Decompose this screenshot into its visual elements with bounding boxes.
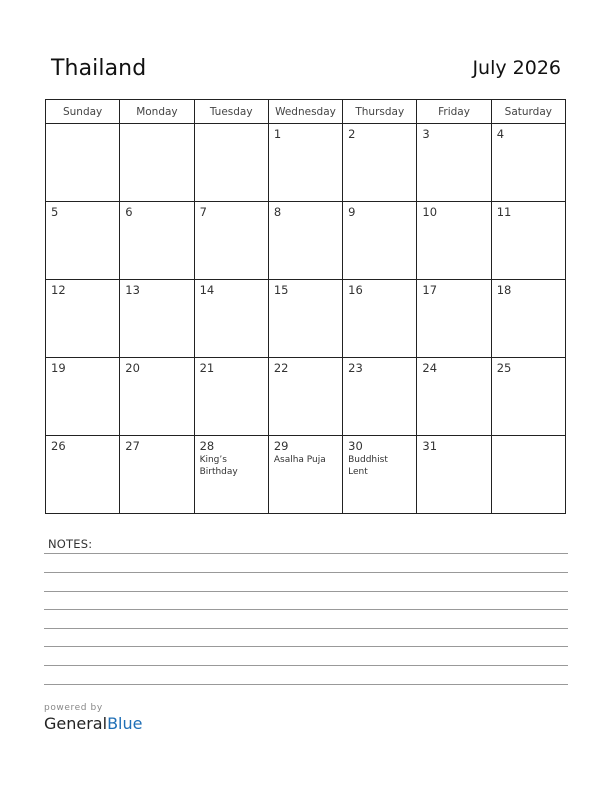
weekday-tuesday: Tuesday — [194, 100, 268, 124]
day-cell — [194, 436, 268, 514]
day-cell — [46, 436, 120, 514]
day-cell — [491, 436, 565, 514]
week-row — [46, 358, 566, 436]
day-cell — [120, 280, 194, 358]
day-cell — [120, 358, 194, 436]
brand-logo — [44, 714, 142, 733]
weekday-header-row — [46, 100, 566, 124]
day-number: 13 — [125, 283, 140, 297]
day-number: 23 — [348, 361, 363, 375]
day-number: 2 — [348, 127, 356, 141]
day-number: 16 — [348, 283, 363, 297]
day-number: 6 — [125, 205, 133, 219]
week-row — [46, 280, 566, 358]
day-number: 19 — [51, 361, 66, 375]
day-cell — [120, 202, 194, 280]
day-cell — [120, 124, 194, 202]
day-cell — [343, 202, 417, 280]
holiday-label: King’s Birthday — [199, 455, 238, 477]
notes-line — [44, 646, 568, 647]
notes-label: NOTES: — [48, 537, 93, 551]
day-number: 30 — [348, 439, 363, 453]
notes-line — [44, 609, 568, 610]
day-cell — [268, 124, 342, 202]
month-year-title: July 2026 — [472, 57, 561, 79]
day-number: 3 — [422, 127, 430, 141]
day-cell — [417, 124, 491, 202]
day-cell — [417, 280, 491, 358]
day-number: 4 — [496, 127, 505, 141]
day-cell — [417, 436, 491, 514]
day-cell — [46, 358, 120, 436]
day-cell — [194, 124, 268, 202]
weekday-sunday: Sunday — [46, 100, 120, 124]
day-number: 31 — [422, 439, 438, 453]
day-number: 14 — [199, 283, 215, 297]
powered-by-text: powered by — [44, 703, 103, 713]
weekday-wednesday: Wednesday — [268, 100, 342, 124]
day-number: 28 — [199, 439, 215, 453]
day-number: 17 — [422, 283, 438, 297]
week-row — [46, 436, 566, 514]
weekday-friday: Friday — [417, 100, 491, 124]
day-number: 18 — [496, 283, 512, 297]
notes-line — [44, 572, 568, 573]
footer-branding — [44, 703, 142, 733]
week-row — [46, 124, 566, 202]
notes-line — [44, 628, 568, 629]
day-number: 10 — [422, 205, 438, 219]
weekday-monday: Monday — [120, 100, 194, 124]
day-cell — [268, 280, 342, 358]
day-cell — [343, 436, 417, 514]
day-cell — [491, 124, 565, 202]
day-number: 1 — [273, 127, 282, 141]
day-cell — [120, 436, 194, 514]
day-cell — [417, 358, 491, 436]
day-number: 21 — [199, 361, 215, 375]
day-number: 9 — [348, 205, 356, 219]
brand-blue-text: Blue — [107, 714, 143, 733]
day-number: 25 — [496, 361, 512, 375]
day-cell — [46, 202, 120, 280]
week-row — [46, 202, 566, 280]
day-number: 5 — [51, 205, 59, 219]
notes-line — [44, 665, 568, 666]
notes-line — [44, 591, 568, 592]
day-number: 27 — [125, 439, 140, 453]
day-cell — [343, 124, 417, 202]
day-number: 12 — [51, 283, 66, 297]
day-number: 26 — [51, 439, 66, 453]
day-cell — [491, 202, 565, 280]
day-cell — [268, 202, 342, 280]
day-number: 11 — [496, 205, 512, 219]
day-cell — [268, 358, 342, 436]
day-cell — [46, 124, 120, 202]
weekday-saturday: Saturday — [491, 100, 565, 124]
notes-line — [44, 684, 568, 685]
day-number: 24 — [422, 361, 438, 375]
holiday-label: Asalha Puja — [273, 455, 326, 465]
day-cell — [194, 280, 268, 358]
day-cell — [194, 358, 268, 436]
day-number: 22 — [273, 361, 289, 375]
day-cell — [194, 202, 268, 280]
day-number: 20 — [125, 361, 140, 375]
country-title: Thailand — [51, 56, 147, 81]
day-cell — [343, 280, 417, 358]
holiday-label: Buddhist Lent — [348, 455, 388, 477]
day-cell — [46, 280, 120, 358]
day-number: 7 — [199, 205, 207, 219]
day-number: 29 — [273, 439, 289, 453]
weekday-thursday: Thursday — [343, 100, 417, 124]
calendar-grid — [45, 99, 566, 514]
day-cell — [491, 280, 565, 358]
brand-general-text: General — [44, 714, 108, 733]
day-cell — [268, 436, 342, 514]
notes-line — [44, 553, 568, 554]
day-number: 8 — [273, 205, 282, 219]
day-cell — [491, 358, 565, 436]
day-number: 15 — [273, 283, 289, 297]
day-cell — [343, 358, 417, 436]
day-cell — [417, 202, 491, 280]
